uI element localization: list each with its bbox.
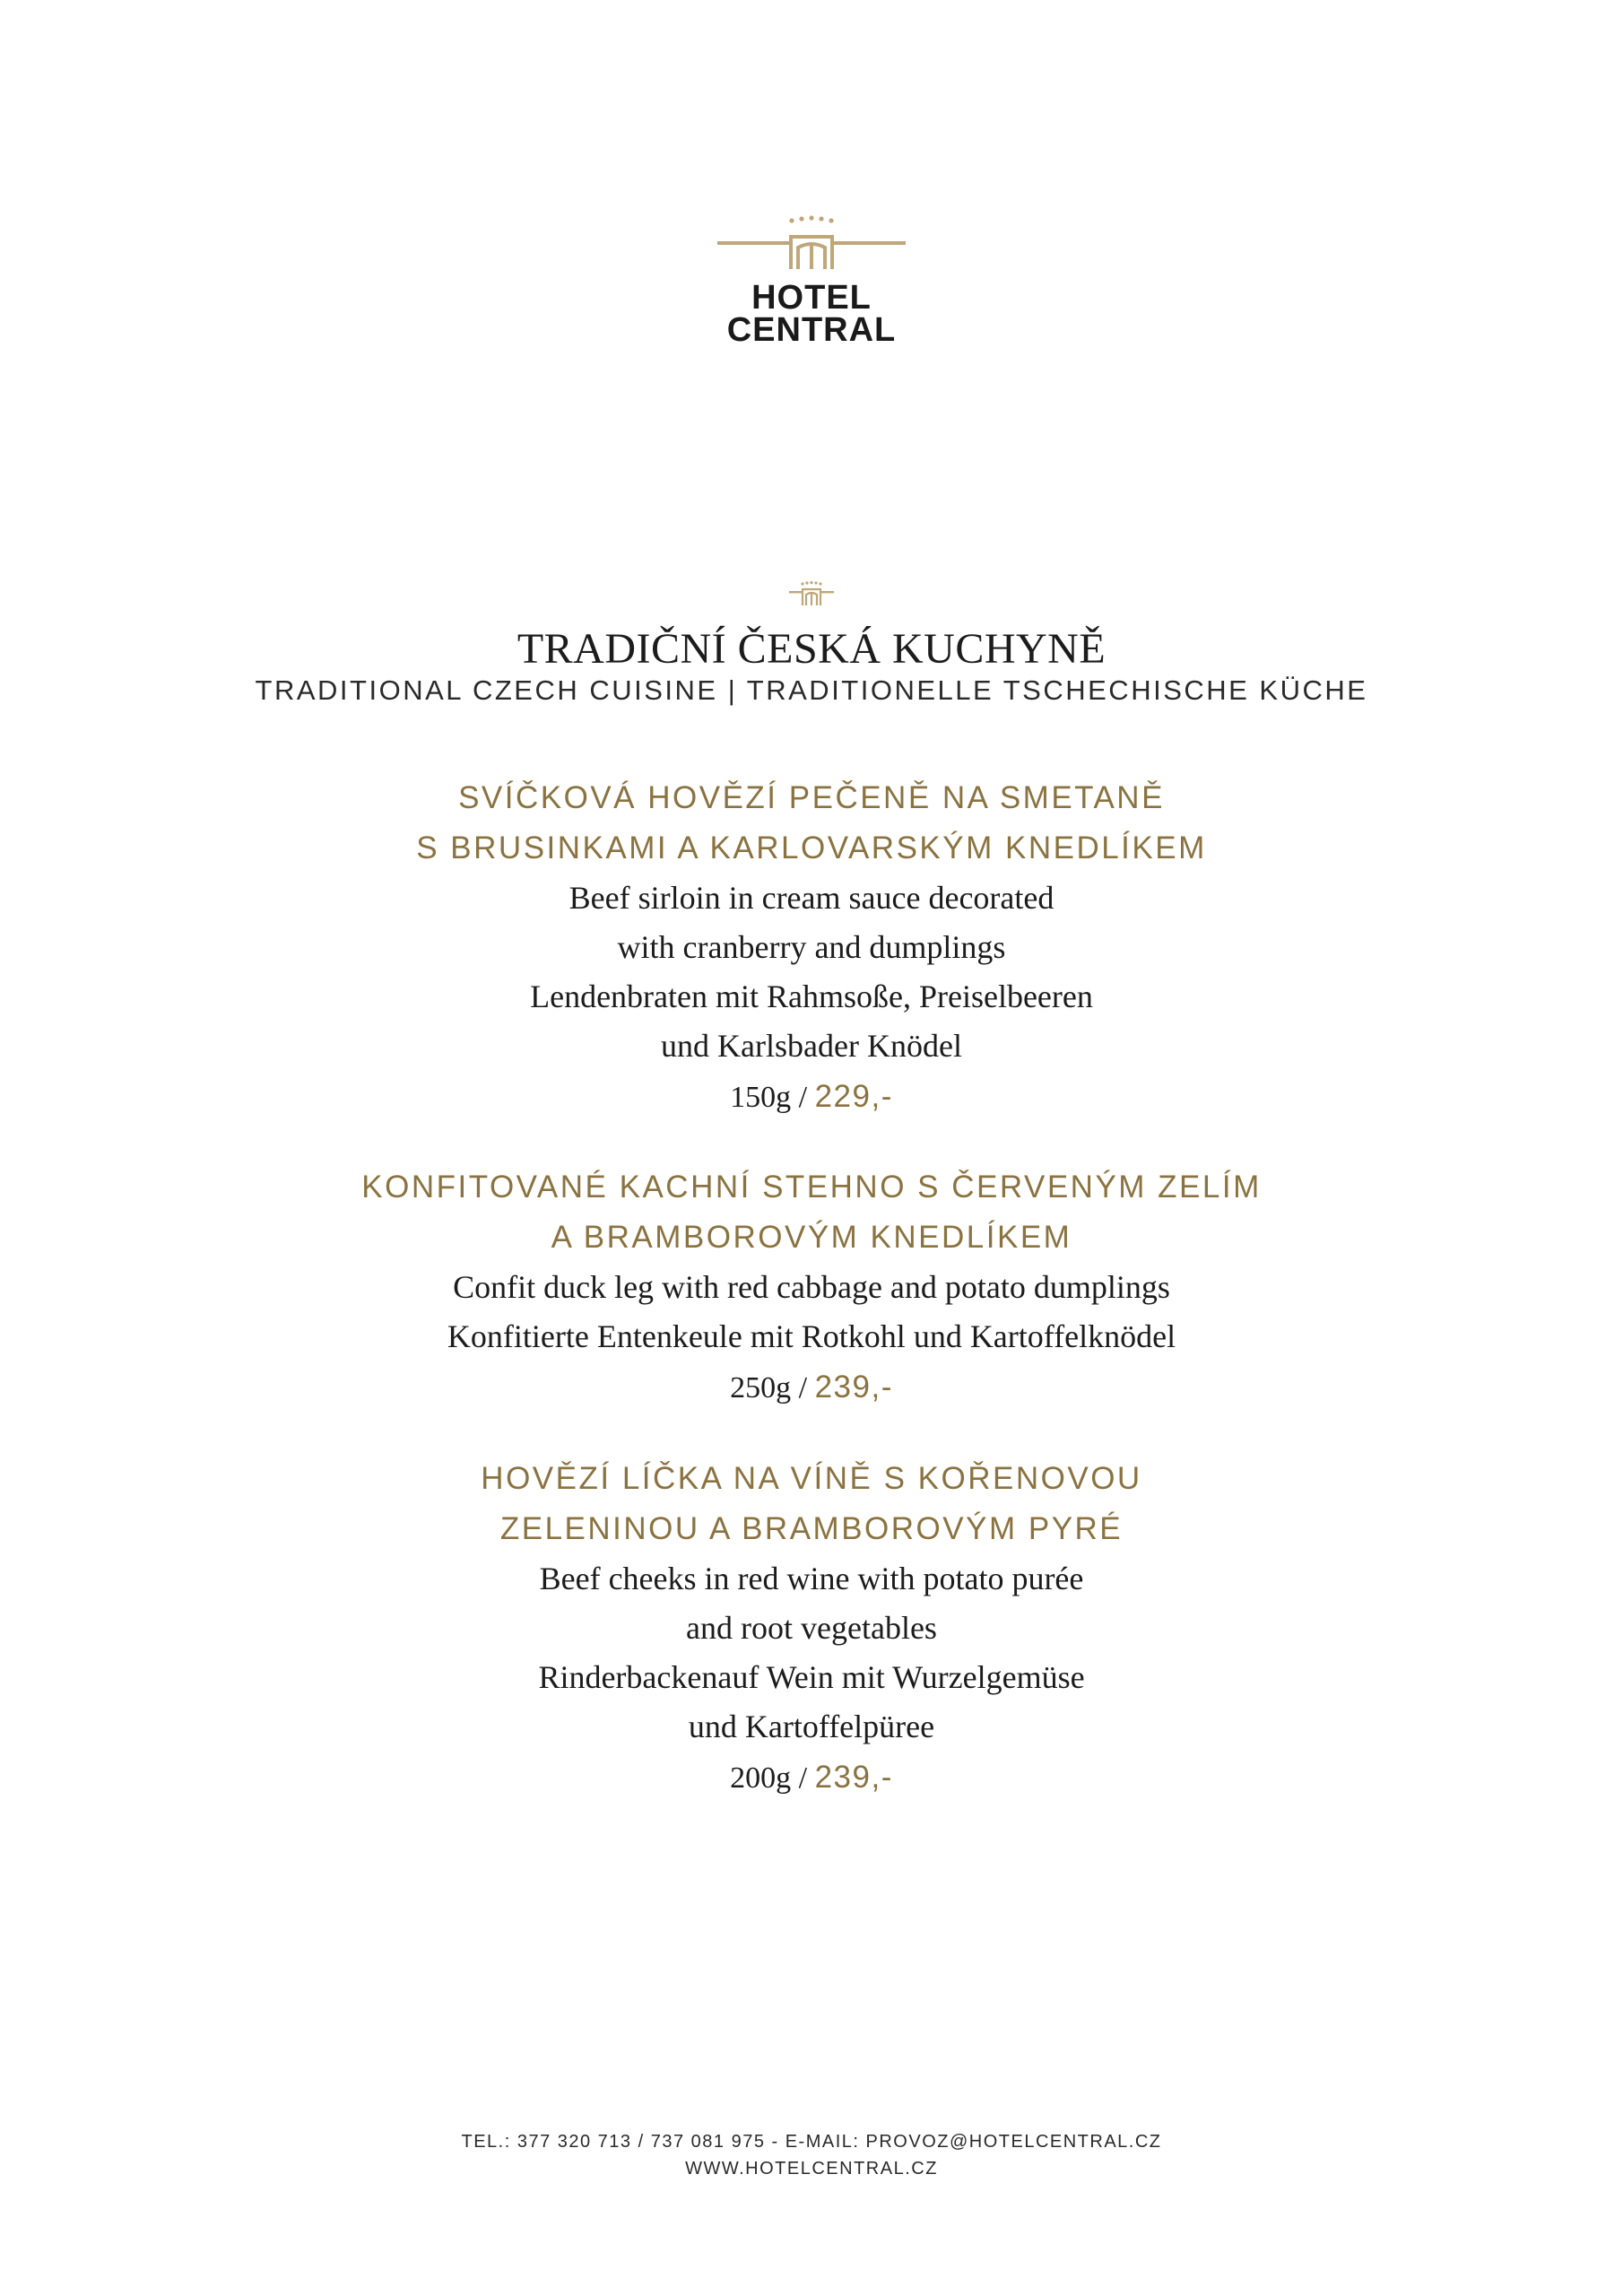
hotel-logo: [0, 215, 1623, 349]
footer-contact: TEL.: 377 320 713 / 737 081 975 - E-MAIL: PROVOZ@HOTELCENTRAL.CZ: [461, 2132, 1162, 2152]
dish-price: 239,-: [814, 1370, 893, 1405]
dish-weight: 200g /: [730, 1761, 815, 1795]
dish-description-line: Konfitierte Entenkeule mit Rotkohl und Kartoffelknödel: [447, 1318, 1176, 1354]
menu-item: [0, 1454, 1623, 1805]
dish-name-line: A BRAMBOROVÝM KNEDLÍKEM: [551, 1220, 1072, 1255]
dish-name-line: HOVĚZÍ LÍČKA NA VÍNĚ S KOŘENOVOU: [481, 1461, 1142, 1496]
dish-description-line: Lendenbraten mit Rahmsoße, Preiselbeeren: [530, 978, 1093, 1014]
dish-description-line: Beef sirloin in cream sauce decorated: [568, 880, 1055, 916]
dish-price: 239,-: [814, 1760, 893, 1795]
dish-weight: 150g /: [730, 1081, 815, 1114]
section-title: TRADIČNÍ ČESKÁ KUCHYNĚ: [516, 625, 1107, 673]
dish-price-line: [0, 1752, 1623, 1805]
logo-line-central: CENTRAL: [726, 311, 897, 349]
dish-name-line: ZELENINOU A BRAMBOROVÝM PYRÉ: [499, 1511, 1124, 1546]
dish-description-line: with cranberry and dumplings: [617, 929, 1006, 965]
dish-description-line: und Karlsbader Knödel: [661, 1028, 962, 1064]
footer-website[interactable]: WWW.HOTELCENTRAL.CZ: [685, 2159, 938, 2179]
dish-price-line: [0, 1361, 1623, 1414]
menu-item: [0, 773, 1623, 1124]
dish-name-line: KONFITOVANÉ KACHNÍ STEHNO S ČERVENÝM ZELÍM: [361, 1170, 1262, 1205]
hotel-logo-icon: [717, 215, 906, 278]
dish-price-line: [0, 1071, 1623, 1124]
dish-name-line: S BRUSINKAMI A KARLOVARSKÝM KNEDLÍKEM: [416, 831, 1207, 865]
section-ornament: [0, 581, 1623, 608]
dish-name-line: SVÍČKOVÁ HOVĚZÍ PEČENĚ NA SMETANĚ: [458, 780, 1165, 815]
dish-weight: 250g /: [730, 1371, 815, 1405]
dish-description-line: und Kartoffelpüree: [688, 1709, 935, 1744]
dish-price: 229,-: [814, 1079, 893, 1114]
menu-item: [0, 1162, 1623, 1414]
dish-description-line: Beef cheeks in red wine with potato purée: [539, 1561, 1084, 1596]
dish-description-line: and root vegetables: [686, 1610, 937, 1646]
dish-description-line: Confit duck leg with red cabbage and potato dumplings: [453, 1269, 1170, 1305]
footer: [0, 2128, 1623, 2182]
section-subtitle: TRADITIONAL CZECH CUISINE | TRADITIONELLE TSCHECHISCHE KÜCHE: [255, 674, 1368, 706]
dish-description-line: Rinderbackenauf Wein mit Wurzelgemüse: [538, 1659, 1085, 1695]
hotel-monogram-icon: [789, 581, 834, 608]
logo-line-hotel: HOTEL: [751, 279, 872, 317]
